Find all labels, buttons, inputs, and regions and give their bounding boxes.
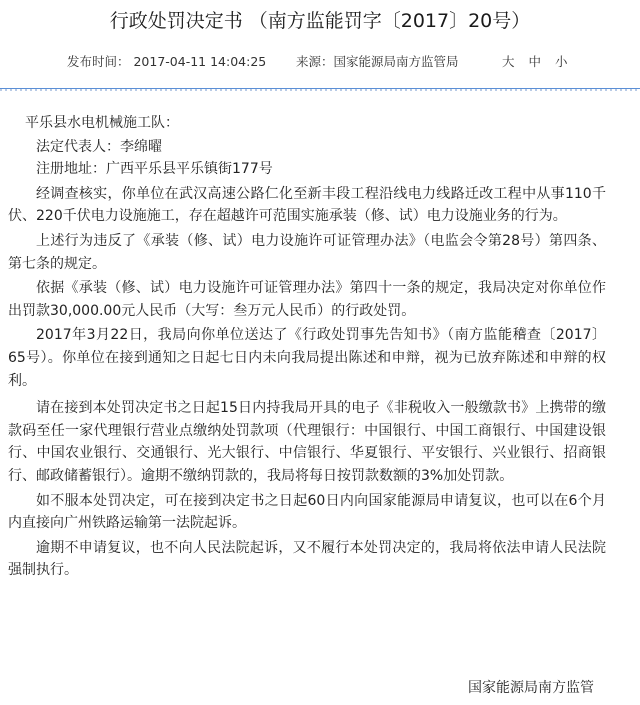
paragraph-notice: 2017年3月22日，我局向你单位送达了《行政处罚事先告知书》（南方监能稽查〔2017〕65号）。你单位在接到通知之日起七日内未向我局提出陈述和申辩，视为已放弃陈述和申辩的权利。 (8, 327, 606, 389)
source-label: 来源：国家能源局南方监管局 (296, 54, 459, 69)
paragraph-appeal: 如不服本处罚决定，可在接到决定书之日起60日内向国家能源局申请复议，也可以在6个月内直接向广州铁路运输第一法院起诉。 (8, 492, 606, 532)
publish-time: 发布时间： 2017-04-11 14:04:25 (67, 54, 267, 69)
document-body (8, 112, 606, 582)
font-size-large-button[interactable]: 大 (502, 54, 515, 69)
font-size-small-button[interactable]: 小 (555, 54, 568, 69)
paragraph-findings: 经调查核实，你单位在武汉高速公路仁化至新丰段工程沿线电力线路迁改工程中从事110千伏、220千伏电力设施施工，存在超越许可范围实施承装（修、试）电力设施业务的行为。 (8, 185, 606, 225)
font-size-controls (502, 52, 578, 72)
page-title: 行政处罚决定书 （南方监能罚字〔2017〕20号） (109, 10, 531, 32)
paragraph-penalty: 依据《承装（修、试）电力设施许可证管理办法》第四十一条的规定，我局决定对你单位作出罚款30,000.00元人民币（大写：叁万元人民币）的行政处罚。 (8, 280, 606, 319)
legal-representative: 法定代表人：李绵曜 (36, 138, 162, 155)
font-size-medium-button[interactable]: 中 (528, 54, 542, 69)
issuer-signature: 国家能源局南方监管 (468, 680, 594, 696)
article-meta (0, 52, 640, 72)
paragraph-enforcement: 逾期不申请复议，也不向人民法院起诉，又不履行本处罚决定的，我局将依法申请人民法院强制执行。 (8, 539, 606, 579)
addressee: 平乐县水电机械施工队： (25, 115, 179, 131)
registered-address: 注册地址：广西平乐县平乐镇街177号 (36, 161, 273, 178)
header-divider-dots (0, 89, 640, 91)
paragraph-payment: 请在接到本处罚决定书之日起15日内持我局开具的电子《非税收入一般缴款书》上携带的缴款码至任一家代理银行营业点缴纳处罚款项（代理银行：中国银行、中国工商银行、中国建设银行、中国农业银行、交通银行、光大银行、中信银行、华夏银行、平安银行、兴业银行、招商银行、邮政储蓄银行）。逾期不缴纳罚款的，我局将每日按罚款数额的3%加处罚款。 (8, 400, 606, 484)
paragraph-violation: 上述行为违反了《承装（修、试）电力设施许可证管理办法》（电监会令第28号）第四条、第七条的规定。 (8, 232, 606, 272)
